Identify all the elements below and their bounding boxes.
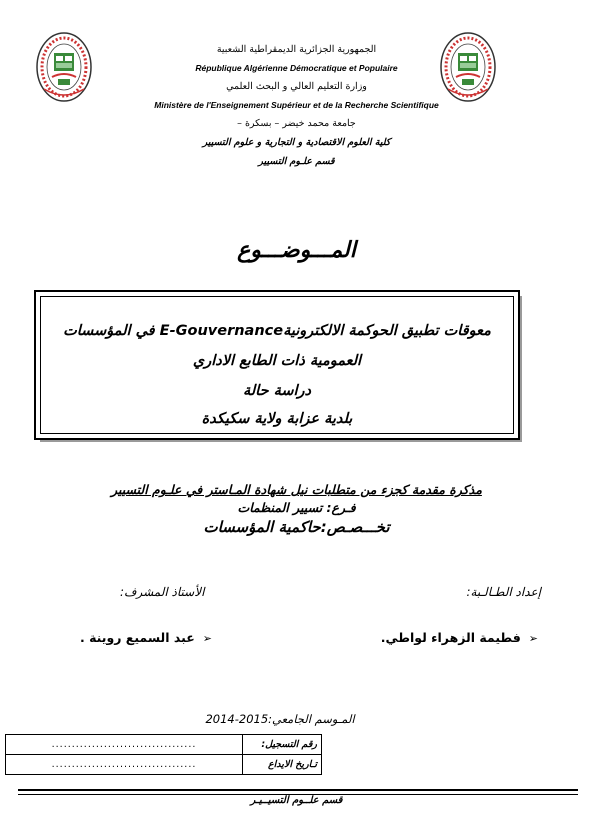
title-line-4: بلدية عزابة ولاية سكيكدة: [201, 411, 353, 427]
table-row: [6, 755, 322, 775]
title-frame-inner: [40, 296, 514, 434]
title-line-2: العمومية ذات الطابع الاداري: [192, 353, 362, 369]
republic-arabic: الجمهورية الجزائرية الديمقراطية الشعبية: [216, 44, 377, 55]
faculty-name: كلية العلوم الاقتصادية و التجارية و علوم التسيير: [202, 137, 391, 148]
ministry-arabic: وزارة التعليم العالي و البحث العلمي: [226, 81, 367, 92]
memo-specialty: تخـــصـص:حاكمية المؤسسات: [203, 518, 390, 536]
university-emblem-icon: [34, 29, 94, 105]
university-name: جامعة محمد خيضر – بسكرة –: [237, 118, 356, 129]
footer-department: قسم علــوم التسيــيـر: [250, 795, 343, 806]
academic-year: [190, 712, 370, 726]
table-row: [6, 735, 322, 755]
topic-heading: المـــوضـــوع: [237, 238, 356, 263]
deposit-date-label: تـاريخ الايداع: [243, 755, 322, 775]
student-name: فطيمة الزهراء لواطي.: [380, 630, 521, 645]
arrow-bullet-icon: ➢: [202, 632, 212, 645]
memo-branch: فـرع: تسيير المنظمات: [237, 500, 356, 515]
department-name: قسم علـوم التسيير: [258, 156, 335, 167]
republic-french: République Algérienne Démocratique et Populaire: [195, 63, 398, 73]
title-line-3: دراسة حالة: [242, 383, 312, 399]
academic-year-label: المـوسم الجامعي:: [268, 712, 355, 726]
supervisor-name: عبد السميع روينة .: [80, 630, 195, 645]
ministry-french: Ministère de l'Enseignement Supérieur et de la Recherche Scientifique: [154, 100, 439, 110]
registration-number-label: رقم التسجيل:: [243, 735, 322, 755]
registration-table: [5, 734, 322, 775]
title-line-1: معوقات تطبيق الحوكمة الالكترونيةE-Gouvernance في المؤسسات: [63, 323, 491, 339]
prepared-by-label: إعداد الطـالـبة:: [466, 585, 541, 599]
memo-description: مذكرة مقدمة كجزء من متطلبات نيل شهادة المـاستر في علـوم التسيير: [111, 482, 482, 497]
academic-year-value: 2015-2014: [205, 712, 269, 726]
supervisor-name-row: [80, 630, 212, 645]
student-name-row: [381, 630, 538, 645]
registration-number-value: ....................................: [6, 735, 243, 755]
supervisor-label: الأستاذ المشرف:: [120, 585, 205, 599]
title-frame: [34, 290, 520, 440]
arrow-bullet-icon: ➢: [528, 632, 538, 645]
deposit-date-value: ....................................: [6, 755, 243, 775]
